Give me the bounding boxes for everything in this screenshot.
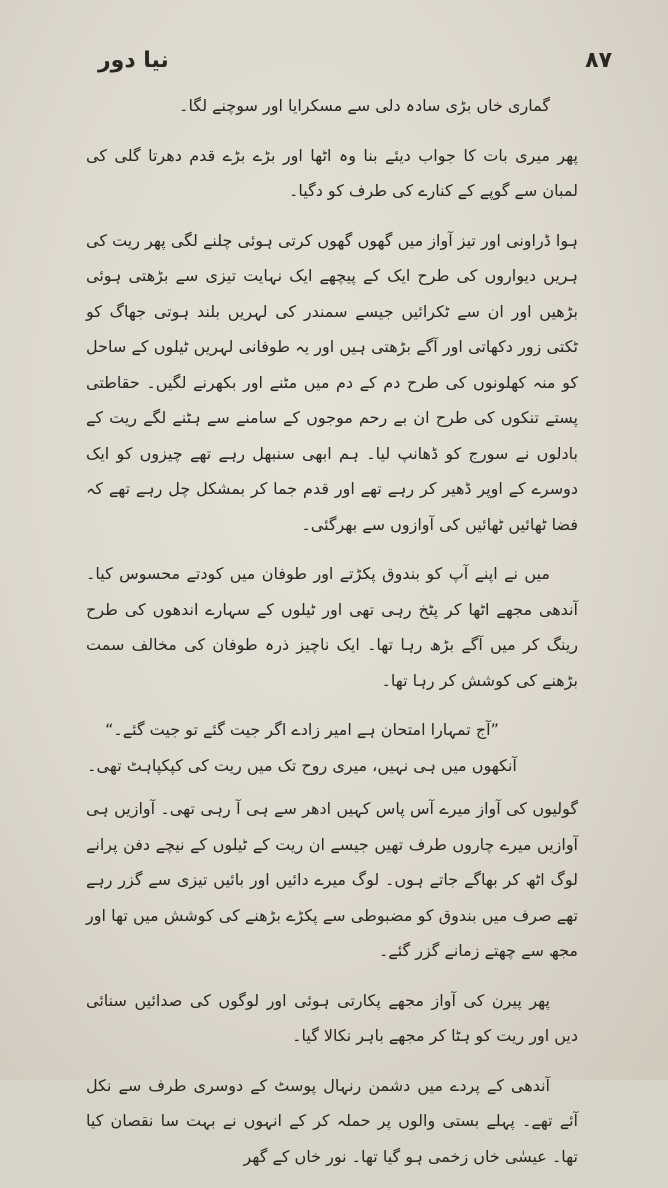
paragraph: میں نے اپنے آپ کو بندوق پکڑتے اور طوفان میں کودتے محسوس کیا۔ آندھی مجھے اٹھا کر پٹخ رہی تھی اور ٹیلوں کے سہارے اندھوں کی طرح رینگ کر میں آگے بڑھ رہا تھا۔ ایک ناچیز ذرہ طوفان کی مخالف سمت بڑھنے کی کوشش کر رہا تھا۔ xyxy=(86,564,578,690)
paragraph: پھر پیرن کی آواز مجھے پکارتی ہوئی اور لوگوں کی صدائیں سنائی دیں اور ریت کو ہٹا کر مجھے باہر نکالا گیا۔ xyxy=(86,990,578,1045)
body-text xyxy=(86,88,578,1188)
paragraph: ہوا ڈراونی اور تیز آواز میں گھوں گھوں کرتی ہوئی چلنے لگی پھر ریت کی ہریں دیواروں کی طرح ایک کے پیچھے ایک نہایت تیزی سے بڑھتی ہوئی بڑھیں اور ان سے ٹکرائیں جیسے سمندر کی لہریں بلند ہوتی جھاگ کو ٹکتی زور دکھاتی اور آگے بڑھتی ہیں اور یہ طوفانی لہریں ٹیلوں کے ساحل کو منہ کھلونوں کی طرح دم کے دم میں مٹنے اور بکھرنے لگیں۔ حقاطتی پستے تنکوں کی طرح ان بے رحم موجوں کے سامنے سے ہٹنے لگے ریت کے بادلوں نے سورج کو ڈھانپ لیا۔ ہم ابھی سنبھل رہے تھے چیزوں کو ایک دوسرے کے اوپر ڈھیر کر رہے تھے اور قدم جما کر بمشکل چل رہے تھے کہ فضا ٹھائیں ٹھائیں کی آوازوں سے بھرگئی۔ xyxy=(86,230,578,534)
paragraph: آندھی کے پردے میں دشمن رنہال پوسٹ کے دوسری طرف سے نکل آئے تھے۔ پہلے بستی والوں پر حملہ کر کے انہوں نے بہت سا نقصان کیا تھا۔ عیسٰی خاں زخمی ہو گیا تھا۔ نور خاں کے گھر xyxy=(86,1075,578,1166)
page-header xyxy=(98,40,612,80)
quoted-line: ”آج تمہارا امتحان ہے امیر زادے اگر جیت گئے تو جیت گئے۔“ xyxy=(105,720,499,739)
paragraph: گولیوں کی آواز میرے آس پاس کہیں ادھر سے ہی آ رہی تھی۔ آوازیں ہی آوازیں میرے چاروں طرف تھیں جیسے ان ریت کے ٹیلوں کے نیچے دفن پرانے لوگ اٹھ کر بھاگے جاتے ہوں۔ لوگ میرے دائیں اور بائیں تیزی سے گزر رہے تھے صرف میں بندوق کو مضبوطی سے پکڑے بڑھنے کی کوشش میں تھا اور مجھ سے چھتے زمانے گزر گئے۔ xyxy=(86,799,578,960)
paragraph: پھر میری بات کا جواب دیئے بنا وہ اٹھا اور بڑے بڑے قدم دھرتا گلی کی لمبان سے گوپے کے کنارے کی طرف کو دگیا۔ xyxy=(86,145,578,200)
paragraph: گماری خاں بڑی سادہ دلی سے مسکرایا اور سوچنے لگا۔ xyxy=(179,96,550,115)
page-number: ۸۷ xyxy=(585,47,612,73)
quoted-line: آنکھوں میں ہی نہیں، میری روح تک میں ریت کی کپکپاہٹ تھی۔ xyxy=(87,755,517,775)
running-title: نیا دور xyxy=(98,47,169,73)
quoted-lines xyxy=(86,712,578,783)
